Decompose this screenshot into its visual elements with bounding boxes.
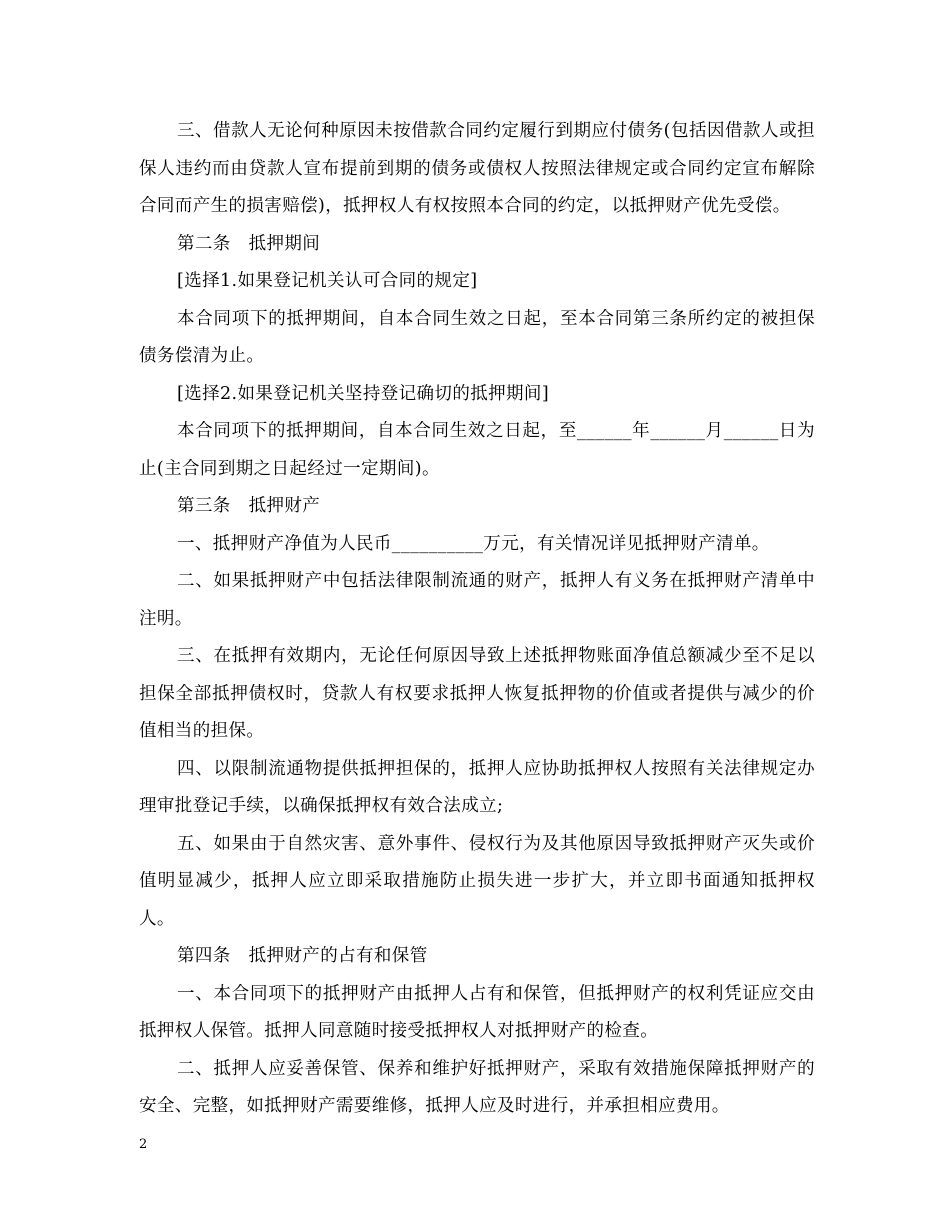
page-number: 2 [139, 1137, 148, 1152]
paragraph-clause-3: 三、借款人无论何种原因未按借款合同约定履行到期应付债务(包括因借款人或担保人违约而由贷款人宣布提前到期的债务或债权人按照法律规定或合同约定宣布解除合同而产生的损害赔偿)，抵押权人有权按照本合同的约定，以抵押财产优先受偿。 [139, 121, 815, 216]
option-2-note: [选择2.如果登记机关坚持登记确切的抵押期间] [177, 383, 550, 404]
body-text [139, 113, 815, 1126]
paragraph-article-3-item-2: 二、如果抵押财产中包括法律限制流通的财产，抵押人有义务在抵押财产清单中注明。 [139, 571, 815, 629]
option-1-note: [选择1.如果登记机关认可合同的规定] [177, 271, 478, 291]
article-3-heading: 第三条 抵押财产 [177, 496, 321, 516]
paragraph-article-3-item-3: 三、在抵押有效期内，无论任何原因导致上述抵押物账面净值总额减少至不足以担保全部抵押债权时，贷款人有权要求抵押人恢复抵押物的价值或者提供与减少的价值相当的担保。 [139, 646, 815, 741]
article-2-heading: 第二条 抵押期间 [177, 233, 321, 254]
paragraph-article-3-item-4: 四、以限制流通物提供抵押担保的，抵押人应协助抵押权人按照有关法律规定办理审批登记手续，以确保抵押权有效合法成立; [139, 758, 815, 816]
paragraph-option-1: 本合同项下的抵押期间，自本合同生效之日起，至本合同第三条所约定的被担保债务偿清为止。 [139, 308, 815, 366]
paragraph-article-4-item-2: 二、抵押人应妥善保管、保养和维护好抵押财产，采取有效措施保障抵押财产的安全、完整，如抵押财产需要维修，抵押人应及时进行，并承担相应费用。 [139, 1058, 815, 1116]
paragraph-article-3-item-5: 五、如果由于自然灾害、意外事件、侵权行为及其他原因导致抵押财产灭失或价值明显减少，抵押人应立即采取措施防止损失进一步扩大，并立即书面通知抵押权人。 [139, 833, 815, 929]
paragraph-article-4-item-1: 一、本合同项下的抵押财产由抵押人占有和保管，但抵押财产的权利凭证应交由抵押权人保管。抵押人同意随时接受抵押权人对抵押财产的检查。 [139, 983, 815, 1041]
paragraph-article-3-item-1: 一、抵押财产净值为人民币__________万元，有关情况详见抵押财产清单。 [177, 533, 770, 554]
paragraph-option-2: 本合同项下的抵押期间，自本合同生效之日起，至______年______月______日为止(主合同到期之日起经过一定期间)。 [139, 421, 815, 479]
article-4-heading: 第四条 抵押财产的占有和保管 [177, 946, 428, 966]
